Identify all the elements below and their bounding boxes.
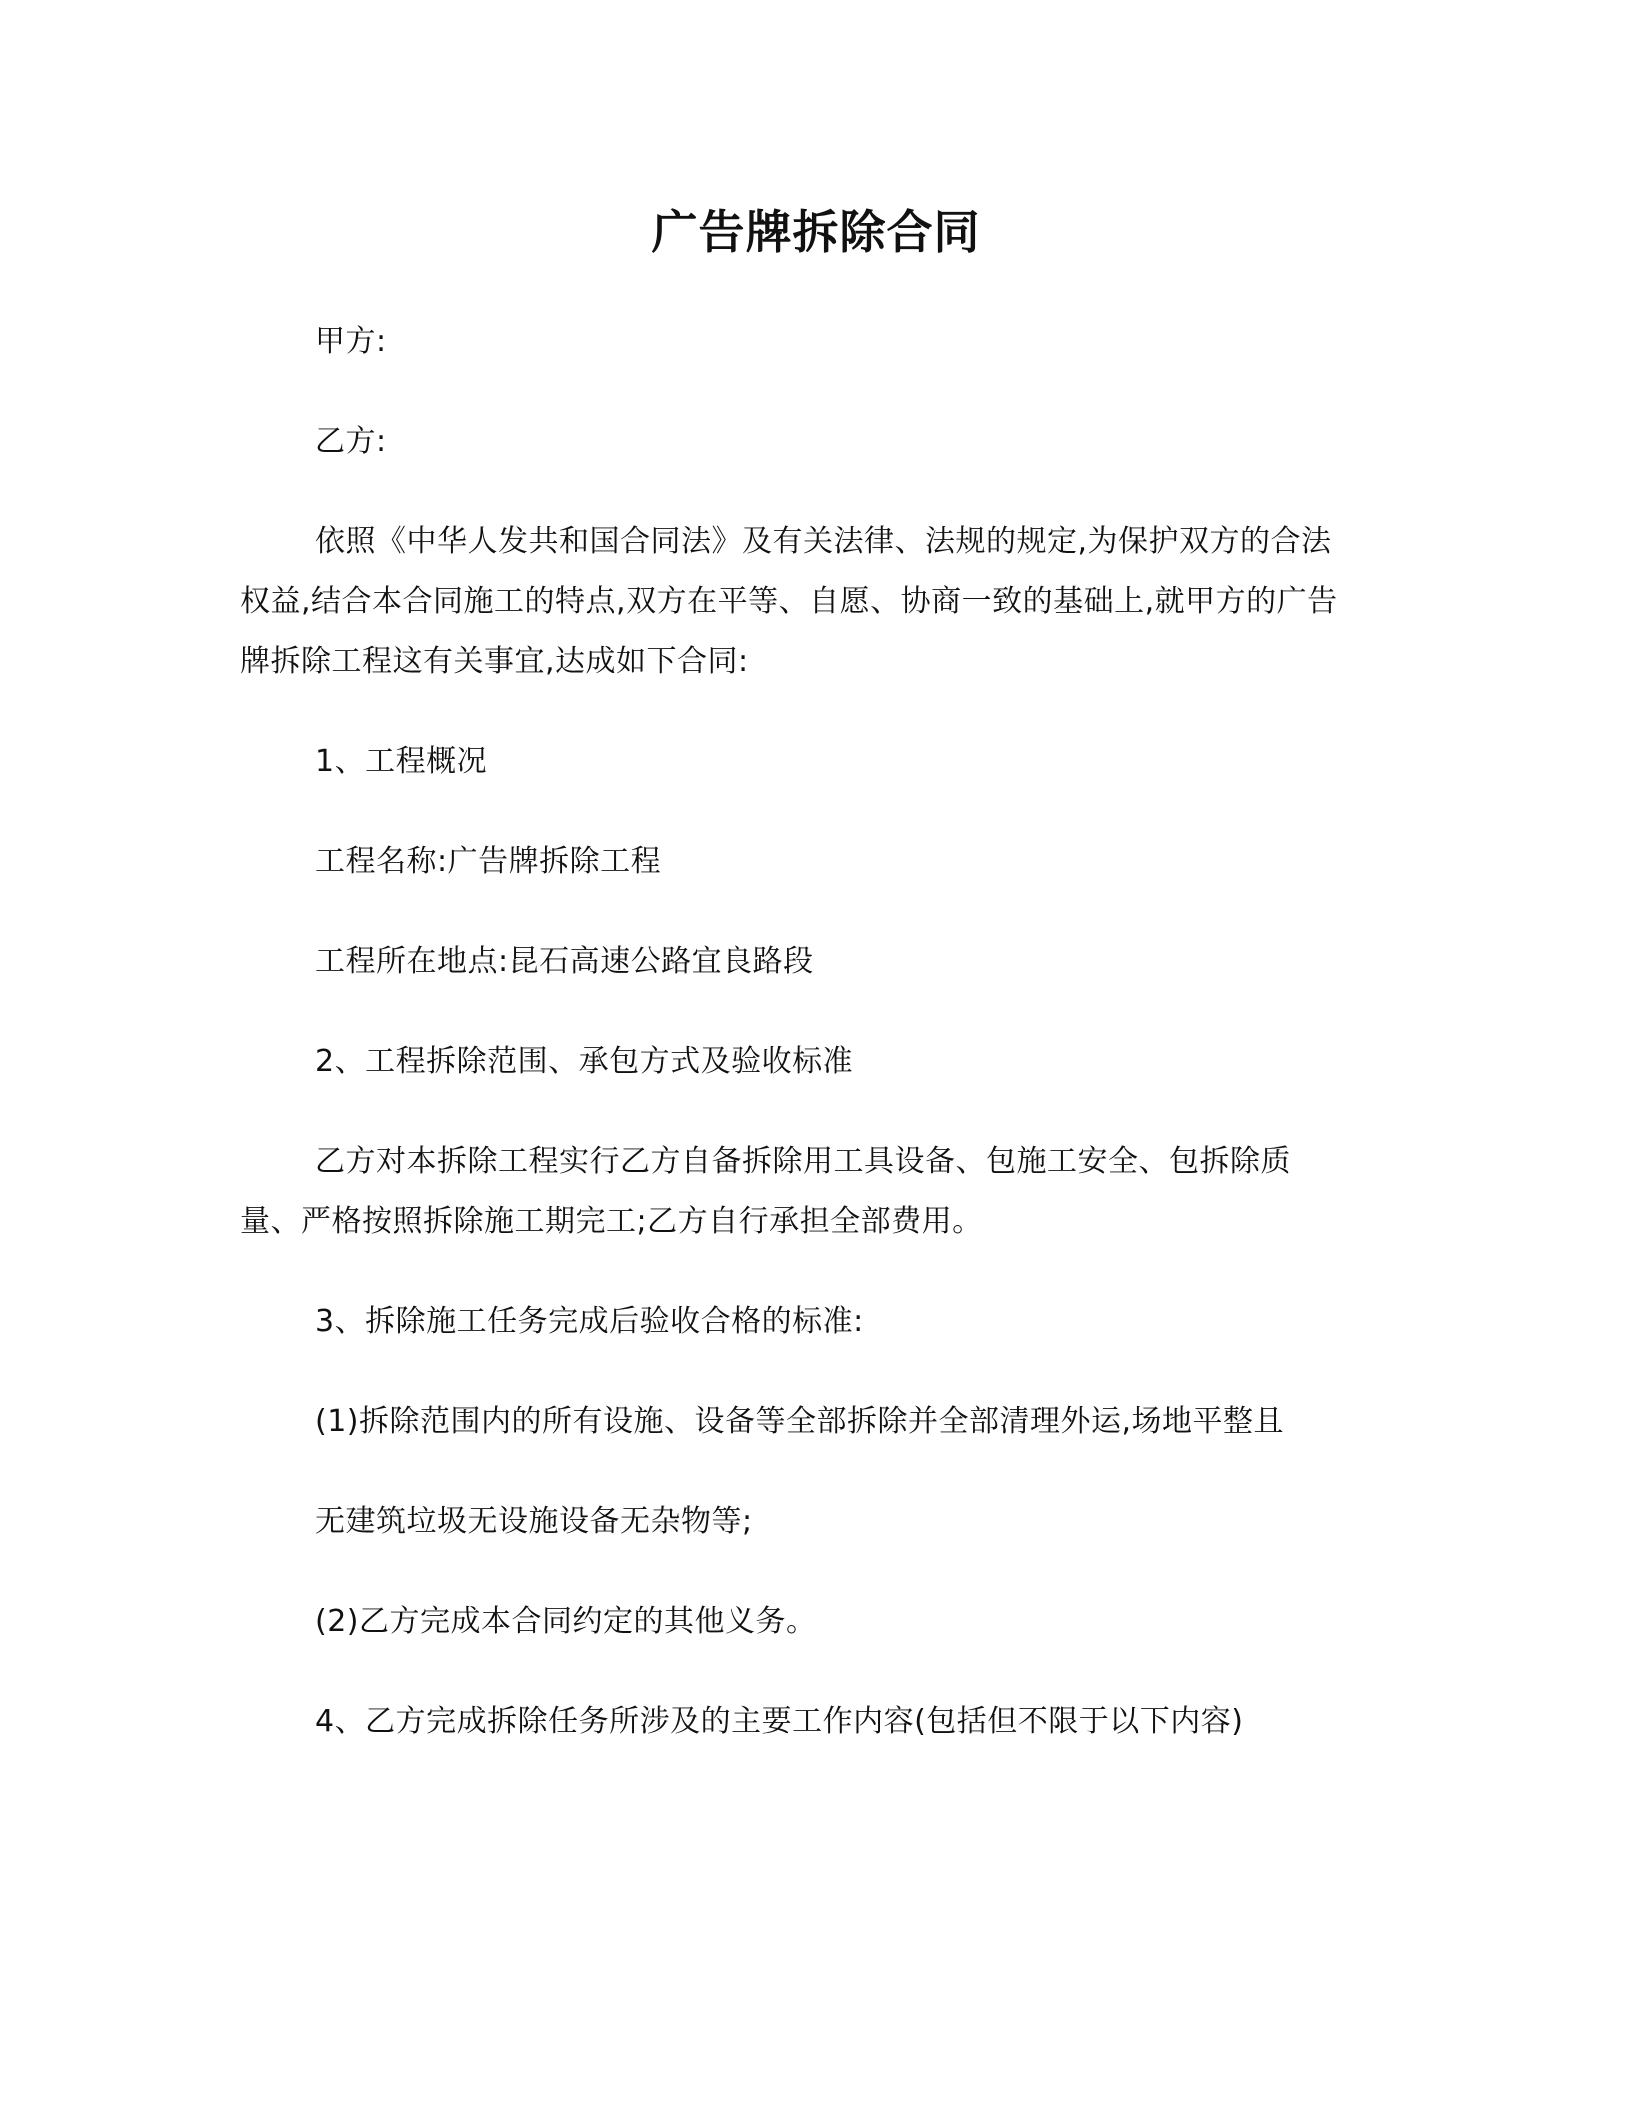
section-2-heading: 2、工程拆除范围、承包方式及验收标准 <box>315 1044 854 1079</box>
section-2-body-line-2: 量、严格按照拆除施工期完工;乙方自行承担全部费用。 <box>240 1204 983 1239</box>
preamble-line-2: 权益,结合本合同施工的特点,双方在平等、自愿、协商一致的基础上,就甲方的广告 <box>240 584 1338 619</box>
section-3-item-2: (2)乙方完成本合同约定的其他义务。 <box>315 1604 817 1639</box>
section-2-body-line-1: 乙方对本拆除工程实行乙方自备拆除用工具设备、包施工安全、包拆除质 <box>315 1144 1291 1179</box>
document-title: 广告牌拆除合同 <box>651 205 981 259</box>
preamble-line-1: 依照《中华人发共和国合同法》及有关法律、法规的规定,为保护双方的合法 <box>315 524 1332 559</box>
project-location: 工程所在地点:昆石高速公路宜良路段 <box>315 944 814 979</box>
section-3-item-1-line-2: 无建筑垃圾无设施设备无杂物等; <box>315 1504 753 1539</box>
party-b-label: 乙方: <box>315 424 387 459</box>
party-a-label: 甲方: <box>315 324 387 359</box>
section-3-heading: 3、拆除施工任务完成后验收合格的标准: <box>315 1304 864 1339</box>
preamble-line-3: 牌拆除工程这有关事宜,达成如下合同: <box>240 644 749 679</box>
section-1-heading: 1、工程概况 <box>315 744 488 779</box>
section-3-item-1-line-1: (1)拆除范围内的所有设施、设备等全部拆除并全部清理外运,场地平整且 <box>315 1404 1285 1439</box>
section-4-heading: 4、乙方完成拆除任务所涉及的主要工作内容(包括但不限于以下内容) <box>315 1704 1244 1739</box>
project-name: 工程名称:广告牌拆除工程 <box>315 844 662 879</box>
